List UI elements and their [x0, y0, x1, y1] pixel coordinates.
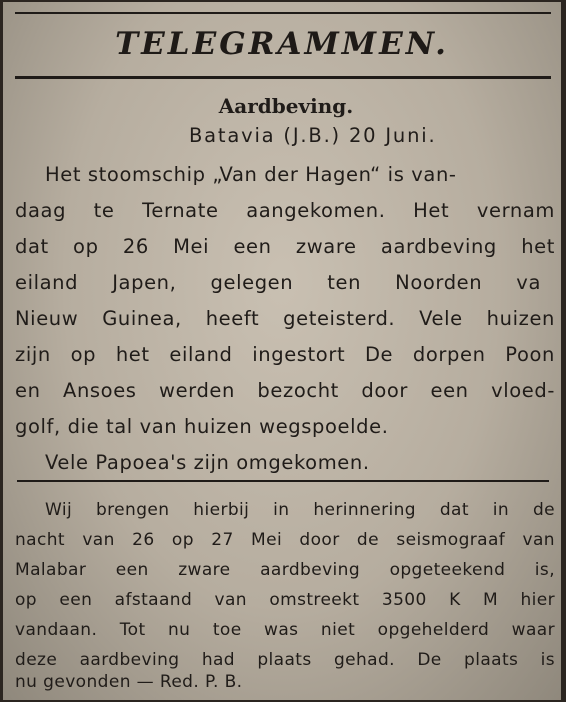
article-line: Vele Papoea's zijn omgekomen. — [45, 451, 370, 474]
note-line: vandaan. Tot nu toe was niet opgehelderd waar — [15, 620, 555, 640]
divider-rule — [17, 480, 549, 482]
article-line: dat op 26 Mei een zware aardbeving het — [15, 235, 555, 258]
note-line: nu gevonden — Red. P. B. — [15, 672, 243, 692]
article-line: eiland Japen, gelegen ten Noorden va — [15, 271, 541, 294]
note-line: nacht van 26 op 27 Mei door de seismograaf van — [15, 530, 555, 550]
article-dateline: Batavia (J.B.) 20 Juni. — [189, 124, 437, 147]
note-line: Malabar een zware aardbeving opgeteekend is, — [15, 560, 555, 580]
article-heading: Aardbeving. — [218, 94, 354, 118]
article-line: Het stoomschip „Van der Hagen“ is van- — [45, 163, 457, 186]
section-title: TELEGRAMMEN. — [115, 26, 449, 62]
article-line: en Ansoes werden bezocht door een vloed- — [15, 379, 555, 402]
title-rule — [15, 76, 551, 79]
newspaper-clipping — [3, 2, 561, 700]
article-line: daag te Ternate aangekomen. Het vernam — [15, 199, 555, 222]
article-line: zijn op het eiland ingestort De dorpen Poon — [15, 343, 555, 366]
article-line: golf, die tal van huizen wegspoelde. — [15, 415, 389, 438]
top-rule — [15, 12, 551, 14]
note-line: deze aardbeving had plaats gehad. De plaats is — [15, 650, 555, 670]
article-line: Nieuw Guinea, heeft geteisterd. Vele huizen — [15, 307, 555, 330]
note-line: op een afstaand van omstreekt 3500 K M hier — [15, 590, 555, 610]
note-line: Wij brengen hierbij in herinnering dat in de — [45, 500, 555, 520]
